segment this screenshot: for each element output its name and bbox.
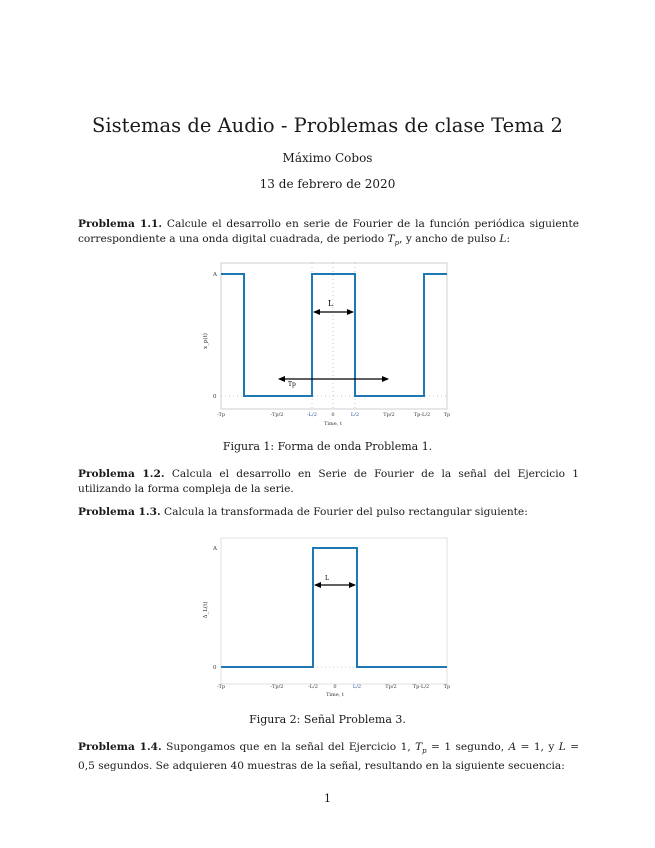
xtick-label: -L/2 bbox=[308, 684, 318, 690]
signal-pulse bbox=[221, 548, 447, 667]
xtick-label: Tp-L/2 bbox=[412, 684, 430, 690]
annotation-L: L bbox=[328, 299, 334, 308]
problem-label: Problema 1.2. bbox=[78, 468, 165, 480]
problem-text: , y ancho de pulso bbox=[399, 233, 500, 245]
document-date: 13 de febrero de 2020 bbox=[259, 177, 396, 191]
math-var: T bbox=[387, 233, 395, 245]
xtick-label: Tp bbox=[443, 684, 451, 690]
x-axis-label: Time, t bbox=[326, 692, 344, 698]
problem-1-3 bbox=[78, 505, 579, 520]
problem-1-1 bbox=[78, 217, 579, 251]
xtick-label: L/2 bbox=[352, 684, 362, 690]
math-var: L bbox=[499, 233, 507, 245]
problem-label: Problema 1.4. bbox=[78, 741, 162, 753]
xtick-label: -Tp bbox=[216, 684, 226, 690]
ytick-label: A bbox=[213, 272, 217, 278]
y-axis-label: Δ_L(t) bbox=[203, 601, 209, 619]
xtick-label: L/2 bbox=[350, 412, 360, 418]
problem-text: Calcula el desarrollo en Serie de Fourier de la señal del Ejercicio 1 utilizando la forma compleja de la serie. bbox=[78, 468, 579, 495]
problem-text: Supongamos que en la señal del Ejercicio 1, bbox=[166, 741, 416, 753]
axes-box bbox=[221, 538, 447, 684]
annotation-L: L bbox=[325, 575, 329, 582]
problem-label: Problema 1.3. bbox=[78, 506, 161, 518]
page-number: 1 bbox=[324, 792, 331, 805]
xtick-label: -Tp bbox=[216, 412, 226, 418]
figure-2 bbox=[195, 530, 460, 705]
annotation-Tp: Tp bbox=[288, 381, 296, 388]
figure-1-caption: Figura 1: Forma de onda Problema 1. bbox=[222, 440, 433, 453]
xtick-label: 0 bbox=[333, 684, 337, 690]
problem-text: Calcula la transformada de Fourier del pulso rectangular siguiente: bbox=[164, 506, 528, 518]
xtick-label: Tp/2 bbox=[385, 684, 397, 690]
figure-2-caption: Figura 2: Señal Problema 3. bbox=[249, 713, 406, 726]
xtick-label: Tp/2 bbox=[383, 412, 395, 418]
arrowhead bbox=[313, 309, 320, 315]
document-title: Sistemas de Audio - Problemas de clase Tema 2 bbox=[92, 114, 563, 137]
math-var: A bbox=[508, 741, 517, 753]
problem-text: = 1 segundo, bbox=[426, 741, 509, 753]
math-sub: p bbox=[422, 747, 427, 756]
xtick-label: Tp-L/2 bbox=[413, 412, 431, 418]
math-sub: p bbox=[394, 239, 400, 248]
problem-text: = 0,5 segundos. Se adquieren 40 muestras de la señal, resultando en la siguiente secuencia: bbox=[78, 741, 580, 773]
signal-waveform bbox=[221, 274, 447, 396]
xtick-label: -Tp/2 bbox=[270, 684, 284, 690]
problem-text: Calcule el desarrollo en serie de Fourier de la función periódica siguiente correspondiente a una onda digital cuadrada, de periodo bbox=[78, 218, 580, 245]
document-author: Máximo Cobos bbox=[282, 151, 373, 165]
xtick-label: 0 bbox=[331, 412, 335, 418]
xtick-label: -Tp/2 bbox=[270, 412, 284, 418]
x-axis-label: Time, t bbox=[324, 421, 342, 427]
problem-1-4 bbox=[78, 740, 579, 774]
math-var: L bbox=[558, 741, 566, 753]
arrowhead bbox=[314, 582, 321, 588]
xtick-label: Tp bbox=[443, 412, 451, 418]
ytick-label: A bbox=[213, 546, 217, 552]
arrowhead bbox=[382, 376, 389, 382]
problem-label: Problema 1.1. bbox=[78, 218, 163, 230]
problem-1-2 bbox=[78, 467, 579, 497]
y-axis-label: x_p(t) bbox=[203, 333, 209, 349]
math-var: T bbox=[415, 741, 423, 753]
arrowhead bbox=[349, 582, 356, 588]
ytick-label: 0 bbox=[213, 394, 217, 400]
ytick-label: 0 bbox=[213, 665, 217, 671]
arrowhead bbox=[278, 376, 285, 382]
problem-text: = 1, y bbox=[516, 741, 559, 753]
xtick-label: -L/2 bbox=[307, 412, 317, 418]
figure-1 bbox=[195, 255, 460, 435]
arrowhead bbox=[347, 309, 354, 315]
problem-text: : bbox=[506, 233, 511, 245]
axes-box bbox=[221, 263, 447, 409]
